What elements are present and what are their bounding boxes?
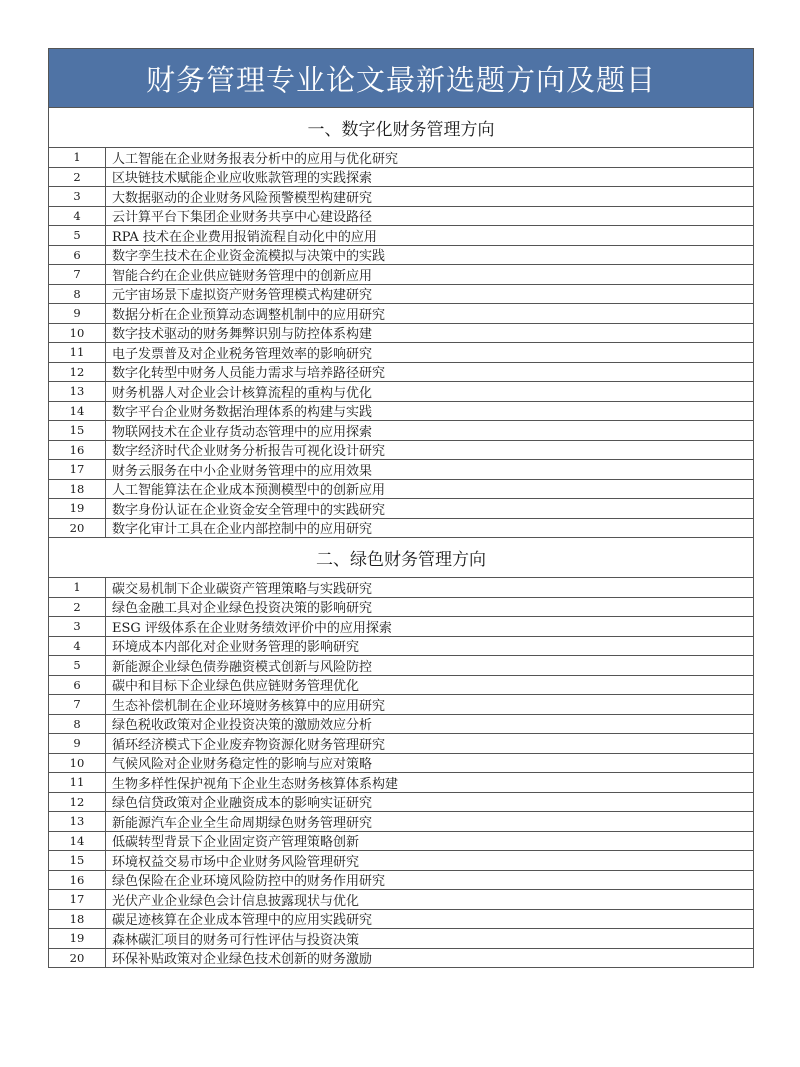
row-number: 17 xyxy=(49,890,106,909)
topic-title: ESG 评级体系在企业财务绩效评价中的应用探索 xyxy=(112,620,392,636)
row-number: 12 xyxy=(49,793,106,812)
row-number: 2 xyxy=(49,598,106,617)
table-row xyxy=(49,343,753,363)
row-number: 1 xyxy=(49,148,106,167)
table-row xyxy=(49,421,753,441)
row-number: 16 xyxy=(49,871,106,890)
table-row xyxy=(49,324,753,344)
section-heading: 一、数字化财务管理方向 xyxy=(49,108,753,148)
table-row xyxy=(49,793,753,813)
row-number: 19 xyxy=(49,499,106,518)
table-row xyxy=(49,617,753,637)
table-row xyxy=(49,676,753,696)
row-number: 12 xyxy=(49,363,106,382)
topic-title: 绿色税收政策对企业投资决策的激励效应分析 xyxy=(112,718,373,733)
table-row xyxy=(49,441,753,461)
topic-title: 大数据驱动的企业财务风险预警模型构建研究 xyxy=(112,190,373,206)
table-row xyxy=(49,637,753,657)
row-number: 9 xyxy=(49,304,106,323)
row-number: 19 xyxy=(49,929,106,948)
row-number: 6 xyxy=(49,246,106,265)
row-number: 4 xyxy=(49,207,106,226)
topic-title: 元宇宙场景下虚拟资产财务管理模式构建研究 xyxy=(112,288,373,303)
topic-title: 碳交易机制下企业碳资产管理策略与实践研究 xyxy=(112,581,373,597)
row-number: 8 xyxy=(49,285,106,304)
topic-table xyxy=(48,48,754,968)
document-title: 财务管理专业论文最新选题方向及题目 xyxy=(49,49,753,108)
row-number: 7 xyxy=(49,695,106,714)
table-row xyxy=(49,890,753,910)
row-number: 5 xyxy=(49,656,106,675)
topic-title: 绿色保险在企业环境风险防控中的财务作用研究 xyxy=(112,874,386,889)
table-row xyxy=(49,168,753,188)
topic-title: RPA 技术在企业费用报销流程自动化中的应用 xyxy=(112,229,377,245)
row-number: 15 xyxy=(49,851,106,870)
table-row xyxy=(49,519,753,539)
table-row xyxy=(49,148,753,168)
row-number: 18 xyxy=(49,480,106,499)
row-number: 3 xyxy=(49,187,106,206)
row-number: 15 xyxy=(49,421,106,440)
topic-title: 云计算平台下集团企业财务共享中心建设路径 xyxy=(112,210,373,225)
row-number: 16 xyxy=(49,441,106,460)
row-number: 13 xyxy=(49,382,106,401)
topic-title: 生物多样性保护视角下企业生态财务核算体系构建 xyxy=(112,776,399,792)
topic-title: 生态补偿机制在企业环境财务核算中的应用研究 xyxy=(112,698,386,714)
topic-title: 数据分析在企业预算动态调整机制中的应用研究 xyxy=(112,307,386,323)
table-row xyxy=(49,929,753,949)
topic-title: 循环经济模式下企业废弃物资源化财务管理研究 xyxy=(112,737,386,753)
row-number: 5 xyxy=(49,226,106,245)
row-number: 7 xyxy=(49,265,106,284)
table-row xyxy=(49,304,753,324)
row-number: 9 xyxy=(49,734,106,753)
table-row xyxy=(49,949,753,969)
table-row xyxy=(49,734,753,754)
table-row xyxy=(49,363,753,383)
topic-title: 数字化审计工具在企业内部控制中的应用研究 xyxy=(112,522,373,537)
table-row xyxy=(49,226,753,246)
row-number: 2 xyxy=(49,168,106,187)
topic-title: 物联网技术在企业存货动态管理中的应用探索 xyxy=(112,424,373,440)
topic-title: 低碳转型背景下企业固定资产管理策略创新 xyxy=(112,835,360,850)
table-row xyxy=(49,499,753,519)
topic-title: 人工智能算法在企业成本预测模型中的创新应用 xyxy=(112,483,386,498)
table-row xyxy=(49,187,753,207)
row-number: 18 xyxy=(49,910,106,929)
topic-title: 绿色金融工具对企业绿色投资决策的影响研究 xyxy=(112,601,373,616)
table-row xyxy=(49,851,753,871)
section-heading: 二、绿色财务管理方向 xyxy=(49,538,753,578)
topic-title: 数字身份认证在企业资金安全管理中的实践研究 xyxy=(112,502,386,518)
table-row xyxy=(49,910,753,930)
topic-title: 森林碳汇项目的财务可行性评估与投资决策 xyxy=(112,932,360,948)
table-row xyxy=(49,246,753,266)
table-row xyxy=(49,773,753,793)
sections-container xyxy=(49,108,753,968)
topic-title: 财务机器人对企业会计核算流程的重构与优化 xyxy=(112,385,373,401)
table-row xyxy=(49,832,753,852)
table-row xyxy=(49,578,753,598)
row-number: 17 xyxy=(49,460,106,479)
row-number: 14 xyxy=(49,402,106,421)
table-row xyxy=(49,812,753,832)
topic-title: 新能源汽车企业全生命周期绿色财务管理研究 xyxy=(112,815,373,831)
topic-title: 绿色信贷政策对企业融资成本的影响实证研究 xyxy=(112,796,373,811)
row-number: 6 xyxy=(49,676,106,695)
table-row xyxy=(49,656,753,676)
row-number: 11 xyxy=(49,773,106,792)
table-row xyxy=(49,480,753,500)
topic-title: 环保补贴政策对企业绿色技术创新的财务激励 xyxy=(112,952,373,967)
topic-title: 人工智能在企业财务报表分析中的应用与优化研究 xyxy=(112,151,399,167)
topic-title: 环境成本内部化对企业财务管理的影响研究 xyxy=(112,640,360,655)
table-row xyxy=(49,715,753,735)
row-number: 1 xyxy=(49,578,106,597)
table-row xyxy=(49,871,753,891)
table-row xyxy=(49,265,753,285)
topic-title: 数字平台企业财务数据治理体系的构建与实践 xyxy=(112,405,373,420)
topic-title: 数字技术驱动的财务舞弊识别与防控体系构建 xyxy=(112,327,373,342)
row-number: 4 xyxy=(49,637,106,656)
topic-title: 电子发票普及对企业税务管理效率的影响研究 xyxy=(112,346,373,362)
row-number: 10 xyxy=(49,754,106,773)
table-row xyxy=(49,695,753,715)
table-row xyxy=(49,285,753,305)
row-number: 3 xyxy=(49,617,106,636)
table-row xyxy=(49,207,753,227)
topic-title: 数字经济时代企业财务分析报告可视化设计研究 xyxy=(112,444,386,459)
row-number: 11 xyxy=(49,343,106,362)
topic-title: 环境权益交易市场中企业财务风险管理研究 xyxy=(112,854,360,870)
table-row xyxy=(49,382,753,402)
topic-title: 新能源企业绿色债券融资模式创新与风险防控 xyxy=(112,659,373,675)
table-row xyxy=(49,460,753,480)
topic-title: 数字化转型中财务人员能力需求与培养路径研究 xyxy=(112,366,386,381)
table-row xyxy=(49,598,753,618)
row-number: 10 xyxy=(49,324,106,343)
table-row xyxy=(49,402,753,422)
topic-title: 气候风险对企业财务稳定性的影响与应对策略 xyxy=(112,757,373,772)
topic-title: 智能合约在企业供应链财务管理中的创新应用 xyxy=(112,268,373,284)
topic-title: 光伏产业企业绿色会计信息披露现状与优化 xyxy=(112,893,360,909)
row-number: 8 xyxy=(49,715,106,734)
row-number: 14 xyxy=(49,832,106,851)
topic-title: 区块链技术赋能企业应收账款管理的实践探索 xyxy=(112,171,373,186)
table-row xyxy=(49,754,753,774)
topic-title: 数字孪生技术在企业资金流模拟与决策中的实践 xyxy=(112,249,386,264)
row-number: 20 xyxy=(49,949,106,968)
row-number: 13 xyxy=(49,812,106,831)
topic-title: 财务云服务在中小企业财务管理中的应用效果 xyxy=(112,463,373,479)
row-number: 20 xyxy=(49,519,106,538)
topic-title: 碳足迹核算在企业成本管理中的应用实践研究 xyxy=(112,913,373,928)
topic-title: 碳中和目标下企业绿色供应链财务管理优化 xyxy=(112,679,360,694)
